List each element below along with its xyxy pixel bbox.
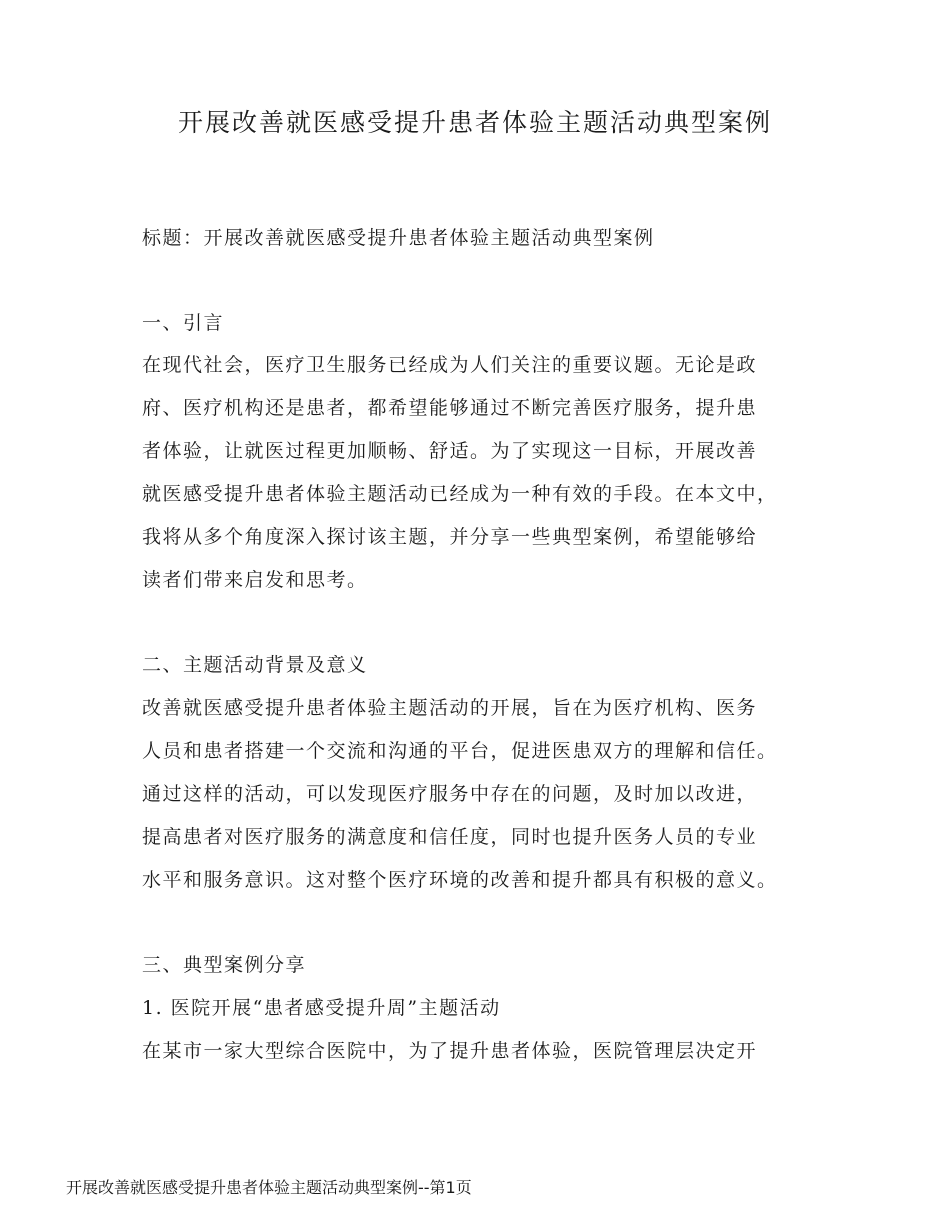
paragraph-line: 府、医疗机构还是患者，都希望能够通过不断完善医疗服务，提升患 <box>142 397 758 419</box>
paragraph-line: 在现代社会，医疗卫生服务已经成为人们关注的重要议题。无论是政 <box>142 354 758 376</box>
section-heading-background: 二、主题活动背景及意义 <box>142 654 368 676</box>
paragraph-line: 我将从多个角度深入探讨该主题，并分享一些典型案例，希望能够给 <box>142 526 758 548</box>
case-heading: 1. 医院开展“患者感受提升周”主题活动 <box>142 997 501 1019</box>
paragraph-line: 通过这样的活动，可以发现医疗服务中存在的问题，及时加以改进， <box>142 783 758 805</box>
paragraph-line: 在某市一家大型综合医院中，为了提升患者体验，医院管理层决定开 <box>142 1040 758 1062</box>
section-heading-cases: 三、典型案例分享 <box>142 954 307 976</box>
paragraph-line: 者体验，让就医过程更加顺畅、舒适。为了实现这一目标，开展改善 <box>142 440 758 462</box>
paragraph-line: 改善就医感受提升患者体验主题活动的开展，旨在为医疗机构、医务 <box>142 697 758 719</box>
paragraph-line: 就医感受提升患者体验主题活动已经成为一种有效的手段。在本文中， <box>142 483 778 505</box>
paragraph-line: 水平和服务意识。这对整个医疗环境的改善和提升都具有积极的意义。 <box>142 869 778 891</box>
page-footer: 开展改善就医感受提升患者体验主题活动典型案例--第1页 <box>66 1178 472 1197</box>
paragraph-line: 读者们带来启发和思考。 <box>142 569 368 591</box>
document-title: 开展改善就医感受提升患者体验主题活动典型案例 <box>177 108 772 137</box>
subtitle-line: 标题：开展改善就医感受提升患者体验主题活动典型案例 <box>142 227 655 249</box>
paragraph-line: 提高患者对医疗服务的满意度和信任度，同时也提升医务人员的专业 <box>142 826 758 848</box>
paragraph-line: 人员和患者搭建一个交流和沟通的平台，促进医患双方的理解和信任。 <box>142 740 778 762</box>
section-heading-intro: 一、引言 <box>142 312 225 334</box>
